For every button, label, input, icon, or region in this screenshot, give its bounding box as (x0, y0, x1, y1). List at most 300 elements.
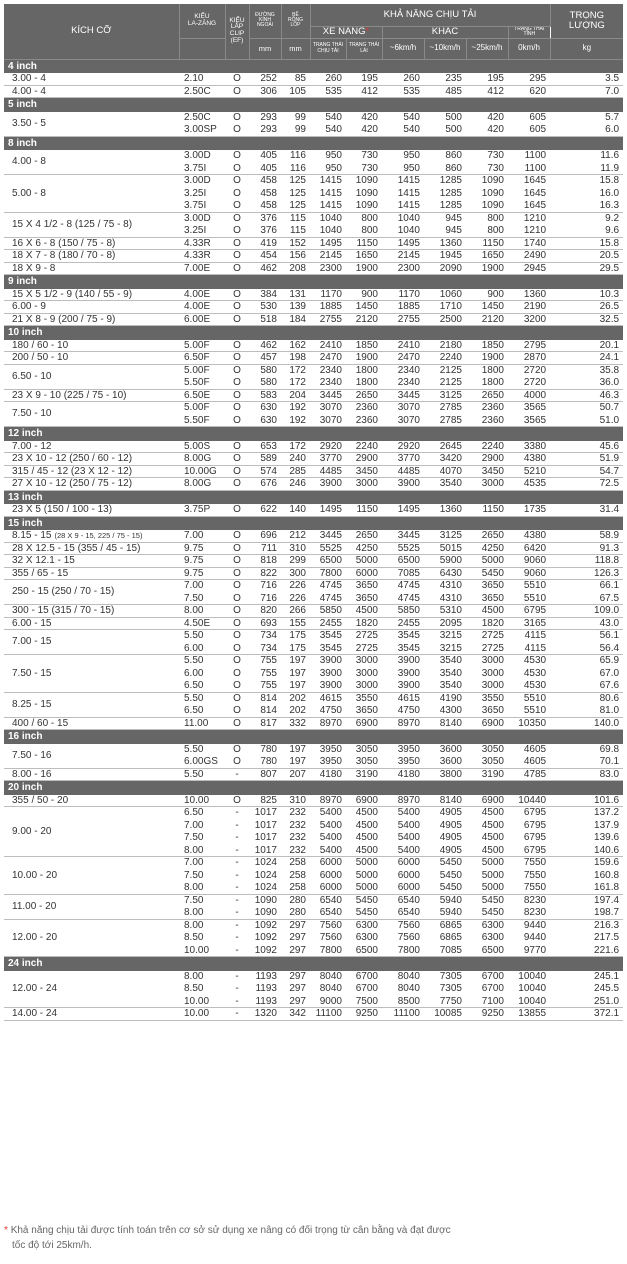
rim-type: 5.50 (179, 768, 225, 781)
forklift-load: 3900 (319, 667, 342, 679)
clip: O (225, 567, 249, 580)
forklift-drive: 4500 (355, 819, 378, 831)
load-6kmh: 6000 (382, 882, 424, 895)
load-10kmh: 1360 (424, 237, 466, 250)
outer-diameter: 293 (249, 124, 281, 137)
width: 125 (281, 200, 310, 213)
table-row (4, 237, 623, 250)
rim-type: 6.00 (179, 642, 225, 655)
width: 197 (281, 680, 310, 693)
forklift-drive: 3000 (355, 655, 378, 666)
forklift-drive: 2360 (346, 414, 382, 427)
forklift-load: 2920 (310, 441, 346, 453)
forklift-load: 1040 (319, 212, 342, 224)
outer-diameter: 820 (249, 605, 281, 618)
load-6kmh: 3545 (382, 642, 424, 655)
clip: O (225, 250, 249, 263)
tire-size-label: 6.00 - 15 (12, 617, 52, 629)
width: 204 (281, 389, 310, 402)
tire-size-label: 300 - 15 (315 / 70 - 15) (12, 605, 115, 616)
rim-type: 7.50 (184, 894, 204, 906)
forklift-load: 540 (325, 111, 342, 123)
tire-size (4, 453, 179, 466)
table-row (4, 744, 623, 756)
load-10kmh: 2500 (424, 313, 466, 326)
table-row (4, 555, 623, 568)
forklift-drive: 3050 (346, 756, 382, 769)
width: 297 (289, 919, 306, 931)
forklift-load: 5400 (310, 844, 346, 857)
outer-diameter: 1017 (249, 844, 281, 857)
load-25kmh: 4500 (466, 605, 508, 618)
tire-size (4, 605, 179, 618)
width: 155 (281, 617, 310, 630)
load-25kmh: 6900 (466, 795, 508, 807)
load-6kmh: 1040 (382, 225, 424, 238)
load-10kmh: 5310 (424, 605, 466, 618)
forklift-load: 2755 (310, 313, 346, 326)
width: 297 (289, 932, 306, 943)
forklift-load: 5400 (319, 807, 342, 818)
load-6kmh: 3445 (382, 530, 424, 542)
forklift-load: 6000 (319, 857, 342, 868)
forklift-load: 4745 (319, 580, 342, 591)
tire-size (4, 237, 179, 250)
load-10kmh: 10085 (424, 1008, 466, 1021)
weight: 31.4 (550, 504, 623, 516)
outer-diameter: 653 (249, 441, 281, 453)
rim-type: 2.50C (179, 85, 225, 98)
outer-diameter: 716 (260, 580, 277, 591)
outer-diameter: 458 (260, 175, 277, 186)
load-10kmh: 5940 (439, 894, 462, 906)
rim-type: 3.00SP (179, 124, 225, 137)
width: 156 (281, 250, 310, 263)
load-25kmh: 3000 (481, 655, 504, 666)
clip: - (225, 907, 249, 920)
load-6kmh: 1495 (382, 504, 424, 516)
rim-type: 8.00 (184, 970, 204, 982)
tire-size (4, 807, 179, 857)
clip: O (225, 313, 249, 326)
table-row (4, 85, 623, 98)
table-body (4, 59, 623, 1020)
table-row (4, 542, 623, 555)
tire-size (4, 402, 179, 427)
load-10kmh: 3600 (439, 743, 462, 755)
load-static: 5510 (523, 692, 547, 704)
load-25kmh: 3190 (466, 768, 508, 781)
load-static: 4530 (523, 667, 547, 679)
weight: 15.8 (550, 237, 623, 250)
tire-size-label: 8.15 - 15 (12, 530, 52, 541)
weight: 67.6 (550, 680, 623, 693)
load-6kmh: 3900 (382, 680, 424, 693)
weight: 58.9 (550, 530, 623, 542)
load-25kmh: 800 (466, 225, 508, 238)
outer-diameter: 1017 (254, 819, 277, 831)
forklift-load: 1415 (310, 200, 346, 213)
clip: O (225, 617, 249, 630)
load-static: 4785 (508, 768, 550, 781)
width: 175 (281, 642, 310, 655)
forklift-load: 1495 (310, 504, 346, 516)
weight: 140.0 (550, 717, 623, 730)
clip: O (233, 667, 241, 679)
load-6kmh: 3900 (397, 667, 420, 679)
load-6kmh: 5400 (397, 832, 420, 843)
rim-type: 5.00F (184, 364, 210, 376)
weight: 54.7 (550, 465, 623, 478)
clip: O (225, 85, 249, 98)
tire-size-label: 355 / 50 - 20 (12, 794, 69, 806)
table-row (4, 301, 623, 314)
header-weight-line: LƯỢNG (568, 19, 605, 31)
load-static: 4115 (524, 630, 547, 641)
load-10kmh: 3800 (424, 768, 466, 781)
tire-size-label: 355 / 65 - 15 (12, 567, 69, 579)
table-row (4, 857, 623, 870)
load-6kmh: 4485 (382, 465, 424, 478)
load-10kmh: 3420 (424, 453, 466, 466)
tire-size (4, 857, 179, 895)
rim-type: 3.75I (179, 200, 225, 213)
outer-diameter: 755 (260, 667, 277, 679)
load-6kmh: 1415 (397, 175, 420, 186)
load-static: 605 (529, 111, 547, 123)
width: 280 (289, 894, 306, 906)
rim-type: 5.00F (179, 340, 225, 352)
load-6kmh: 6500 (382, 555, 424, 568)
header-weight (550, 4, 623, 38)
tire-size (4, 478, 179, 491)
load-static: 1100 (524, 150, 547, 161)
forklift-load: 540 (310, 124, 346, 137)
load-6kmh: 6000 (397, 857, 420, 868)
clip: O (233, 630, 241, 641)
header-rim-type-line: LA-ZĂNG (187, 19, 217, 27)
clip: - (235, 857, 239, 868)
clip: O (225, 225, 249, 238)
rim-type: 3.75I (179, 162, 225, 175)
weight: 3.5 (550, 73, 623, 85)
width: 131 (281, 289, 310, 301)
table-row (4, 112, 623, 124)
tire-size-label: 5.00 - 8 (12, 187, 46, 199)
load-6kmh: 5400 (382, 844, 424, 857)
forklift-drive: 420 (346, 124, 382, 137)
table-row (4, 364, 623, 377)
load-25kmh: 6900 (466, 717, 508, 730)
forklift-load: 2470 (310, 352, 346, 365)
load-static: 4605 (508, 756, 550, 769)
load-6kmh: 4745 (382, 592, 424, 605)
outer-diameter: 780 (249, 756, 281, 769)
outer-diameter: 1193 (255, 970, 277, 982)
rim-type: 7.50 (179, 592, 225, 605)
load-6kmh: 8040 (397, 970, 420, 982)
rim-type: 6.50 (179, 680, 225, 693)
forklift-load: 2145 (310, 250, 346, 263)
tire-size (4, 212, 179, 237)
forklift-drive: 1150 (346, 237, 382, 250)
rim-type: 5.50 (184, 630, 204, 641)
forklift-drive: 1450 (346, 301, 382, 314)
load-6kmh: 6540 (382, 907, 424, 920)
rim-type: 8.00G (179, 453, 225, 466)
table-row (4, 795, 623, 807)
header-rim-type (179, 4, 225, 38)
weight: 372.1 (550, 1008, 623, 1021)
forklift-drive: 2725 (346, 642, 382, 655)
outer-diameter: 818 (249, 555, 281, 568)
outer-diameter: 807 (249, 768, 281, 781)
rim-type: 6.50 (179, 705, 225, 718)
load-6kmh: 3900 (397, 655, 420, 666)
load-25kmh: 2900 (466, 453, 508, 466)
load-static: 4115 (508, 642, 550, 655)
load-10kmh: 6865 (439, 919, 462, 931)
outer-diameter: 755 (260, 655, 277, 666)
weight: 67.0 (599, 667, 620, 679)
load-static: 4530 (523, 655, 547, 666)
clip: O (225, 592, 249, 605)
tire-size (4, 364, 179, 389)
width: 125 (289, 175, 306, 186)
width: 175 (289, 630, 306, 641)
width: 285 (281, 465, 310, 478)
weight: 198.7 (550, 907, 623, 920)
load-10kmh: 1285 (439, 187, 462, 199)
load-25kmh: 3000 (466, 680, 508, 693)
weight: 159.6 (594, 857, 620, 868)
header-forklift-mark: * (365, 26, 370, 38)
forklift-load: 3445 (310, 389, 346, 402)
tire-size-label: 6.50 - 10 (12, 370, 52, 382)
width: 310 (281, 542, 310, 555)
rim-type: 7.00 (184, 857, 204, 868)
load-static: 4380 (508, 453, 550, 466)
forklift-drive: 2650 (346, 389, 382, 402)
load-6kmh: 4745 (397, 580, 420, 591)
weight: 7.0 (550, 85, 623, 98)
rim-type: 6.50 (184, 807, 204, 818)
outer-diameter: 630 (249, 414, 281, 427)
load-static: 4535 (508, 478, 550, 491)
load-10kmh: 4905 (439, 832, 462, 843)
tire-size-label: 21 X 8 - 9 (200 / 75 - 9) (12, 313, 116, 325)
load-25kmh: 4500 (481, 819, 504, 831)
load-10kmh: 3125 (424, 389, 466, 402)
clip: - (225, 944, 249, 957)
rim-type: 3.75P (179, 504, 225, 516)
width: 125 (289, 187, 306, 199)
header-forklift (310, 26, 382, 38)
load-static: 620 (508, 85, 550, 98)
rim-type: 7.00E (179, 262, 225, 275)
header-unit-mm-diameter: mm (249, 38, 281, 59)
width: 280 (281, 907, 310, 920)
weight: 118.8 (550, 555, 623, 568)
width: 212 (281, 530, 310, 542)
header-weight-line: TRỌNG (569, 9, 604, 21)
tire-size-label: 11.00 - 20 (12, 900, 57, 912)
header-forklift-label: XE NÂNG (322, 26, 366, 38)
width: 266 (281, 605, 310, 618)
section-header (4, 59, 623, 73)
weight: 29.5 (550, 262, 623, 275)
load-static: 10040 (518, 983, 547, 994)
tire-size (4, 289, 179, 301)
load-static: 3565 (523, 402, 547, 413)
width: 198 (281, 352, 310, 365)
tire-size (4, 655, 179, 693)
section-title: 5 inch (4, 98, 623, 112)
tire-size (4, 112, 179, 137)
load-static: 5510 (508, 592, 550, 605)
forklift-load: 535 (310, 85, 346, 98)
forklift-load: 9000 (310, 995, 346, 1008)
load-6kmh: 8500 (382, 995, 424, 1008)
footnote-text-2: tốc độ tới 25km/h. (12, 1240, 92, 1251)
load-10kmh: 485 (424, 85, 466, 98)
section-header (4, 781, 623, 795)
table-row (4, 73, 623, 85)
header-other: KHÁC (382, 26, 508, 38)
weight: 43.0 (550, 617, 623, 630)
weight: 81.0 (550, 705, 623, 718)
table-row (4, 655, 623, 668)
load-6kmh: 1495 (382, 237, 424, 250)
forklift-drive: 4250 (346, 542, 382, 555)
tire-size (4, 175, 179, 213)
width: 192 (281, 414, 310, 427)
load-25kmh: 4500 (481, 832, 504, 843)
header-static-line: TRẠNG THÁI (514, 26, 545, 32)
rim-type: 6.00GS (179, 756, 225, 769)
header-clip-line: KIỂU (229, 16, 245, 24)
forklift-drive: 6700 (355, 970, 378, 982)
width: 297 (289, 970, 306, 982)
table-row (4, 580, 623, 593)
forklift-load: 3445 (310, 530, 346, 542)
rim-type: 4.50E (179, 617, 225, 630)
load-25kmh: 7100 (466, 995, 508, 1008)
tire-size-label: 18 X 9 - 8 (12, 262, 56, 274)
rim-type: 4.33R (179, 237, 225, 250)
forklift-load: 2410 (310, 340, 346, 352)
forklift-drive: 1090 (355, 175, 378, 186)
footnote-mark: * (4, 1225, 8, 1236)
forklift-drive: 2900 (346, 453, 382, 466)
table-row (4, 630, 623, 643)
width: 105 (281, 85, 310, 98)
weight: 6.0 (550, 124, 623, 137)
rim-type: 7.00 (184, 580, 204, 591)
width: 172 (289, 364, 306, 376)
load-25kmh: 5000 (481, 869, 504, 881)
section-header (4, 98, 623, 112)
table-row (4, 389, 623, 402)
table-row (4, 175, 623, 188)
table-row (4, 465, 623, 478)
rim-type: 3.00D (184, 175, 211, 186)
load-25kmh: 900 (466, 289, 508, 301)
load-10kmh: 5450 (424, 882, 466, 895)
width: 99 (294, 111, 306, 123)
tire-size (4, 352, 179, 365)
forklift-drive: 3190 (346, 768, 382, 781)
width: 197 (281, 756, 310, 769)
outer-diameter: 462 (249, 340, 281, 352)
load-6kmh: 11100 (382, 1008, 424, 1021)
weight: 137.9 (594, 819, 620, 831)
header-outer-diameter-line: KÍNH (259, 17, 271, 24)
rim-type: 6.00E (179, 313, 225, 326)
tire-size (4, 580, 179, 605)
load-static: 1645 (508, 200, 550, 213)
weight: 10.3 (550, 289, 623, 301)
weight: 11.6 (600, 150, 620, 161)
load-10kmh: 235 (424, 73, 466, 85)
width: 116 (281, 162, 310, 175)
forklift-load: 6000 (319, 869, 342, 881)
load-10kmh: 6430 (424, 567, 466, 580)
load-10kmh: 5900 (424, 555, 466, 568)
load-static: 5210 (508, 465, 550, 478)
header-clip-line: LẮP (230, 23, 244, 31)
table-row (4, 504, 623, 516)
tire-size-label: 7.50 - 15 (12, 667, 52, 679)
weight: 67.5 (550, 592, 623, 605)
tire-size (4, 768, 179, 781)
load-25kmh: 2360 (466, 414, 508, 427)
table-row (4, 692, 623, 705)
load-25kmh: 195 (466, 73, 508, 85)
load-25kmh: 6300 (481, 919, 504, 931)
load-static: 1100 (508, 162, 550, 175)
tire-size-label: 32 X 12.1 - 15 (12, 555, 75, 566)
weight: 251.0 (550, 995, 623, 1008)
forklift-load: 1415 (319, 175, 342, 186)
forklift-drive: 2725 (355, 630, 378, 641)
tire-size (4, 85, 179, 98)
forklift-load: 3900 (310, 680, 346, 693)
header-width-line: LỐP (290, 22, 301, 29)
forklift-load: 7560 (319, 932, 342, 943)
rim-type: 8.00 (179, 844, 225, 857)
tire-size-label: 23 X 10 - 12 (250 / 60 - 12) (12, 453, 133, 464)
load-25kmh: 3650 (466, 592, 508, 605)
rim-type: 8.00 (179, 907, 225, 920)
load-6kmh: 8970 (382, 795, 424, 807)
load-25kmh: 2650 (466, 530, 508, 542)
forklift-drive: 5000 (355, 857, 378, 868)
table-row (4, 313, 623, 326)
load-static: 4000 (508, 389, 550, 402)
load-static: 3565 (508, 414, 550, 427)
forklift-drive: 900 (346, 289, 382, 301)
tire-size-label: 8.25 - 15 (12, 698, 52, 710)
clip: O (233, 187, 241, 199)
table-row (4, 617, 623, 630)
width: 184 (281, 313, 310, 326)
width: 226 (289, 580, 306, 591)
weight: 160.8 (594, 869, 620, 881)
load-6kmh: 7800 (382, 944, 424, 957)
outer-diameter: 580 (249, 377, 281, 390)
tire-size (4, 894, 179, 919)
